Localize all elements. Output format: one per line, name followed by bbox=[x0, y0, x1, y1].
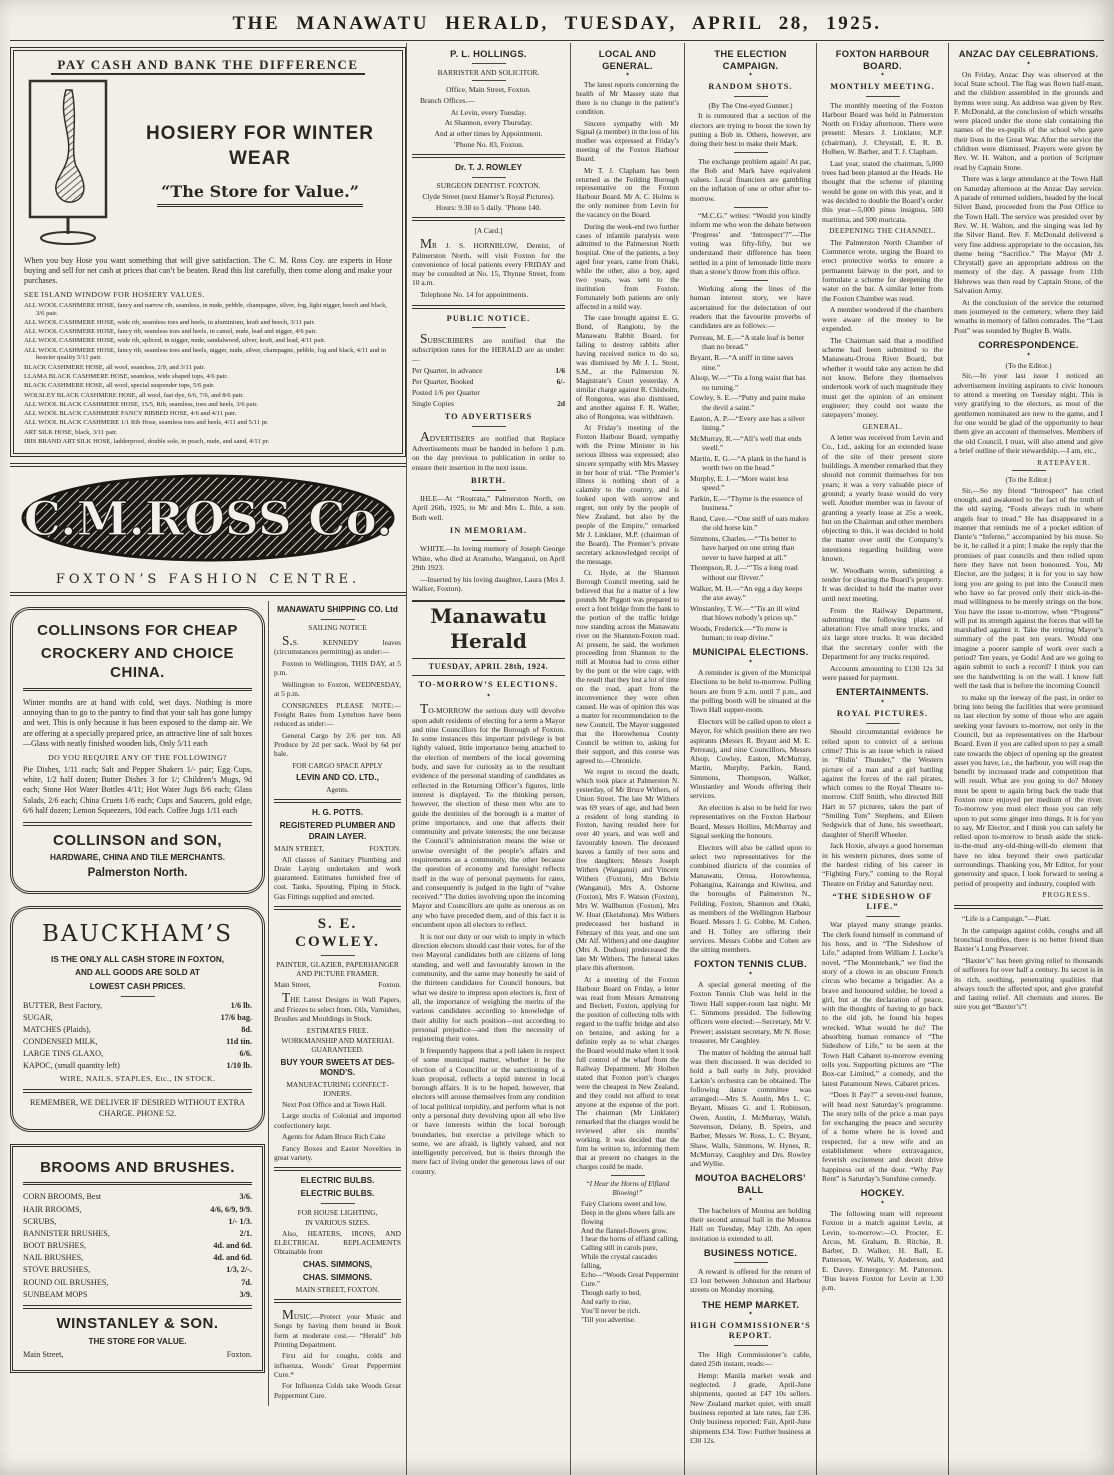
price-row: BANNISTER BRUSHES, 2/1. bbox=[23, 1228, 252, 1238]
ad-firm-name: LEVIN AND CO. LTD., bbox=[296, 772, 379, 782]
list-item: McMurray, R.—“All’s well that ends swell.” bbox=[690, 433, 802, 452]
price-row: SUGAR, 17/6 bag. bbox=[23, 1012, 252, 1022]
ad-body: All classes of Sanitary Plumbing and Drain Laying undertaken and work guaranteed. Estimates furnished free of cost. Tanks, Spouting, Piping in Stock. Gas Fittings supplied and erected. bbox=[274, 854, 401, 901]
news-paragraph: The monthly meeting of the Foxton Harbour Board was held in Palmerston North on Friday afternoon. There were present: Messrs J. Linklater, M.P. (chairman), J. Chrystall, E. R. B. Holben, W. Barber, and T. J. Clapham. bbox=[822, 100, 943, 157]
divider bbox=[472, 426, 506, 427]
ornament: ✦ bbox=[748, 72, 753, 79]
advert-text: In the campaign against colds, coughs and all bronchial troubles, there is no better friend than Baxter’s Lung Preserver. bbox=[954, 925, 1103, 954]
news-paragraph: The High Commissioner’s cable, dated 25th instant, reads:— bbox=[690, 1349, 811, 1369]
price-row: CONDENSED MILK, 11d tin. bbox=[23, 1037, 252, 1047]
article-subheading: RANDOM SHOTS. bbox=[708, 82, 793, 92]
news-paragraph: From the Railway Department, submitting the following plans of alteration: Five small store trucks, and six large store trucks. It was decided that the secretary confer with the Department for any trucks required. bbox=[822, 605, 943, 662]
notice-text: CONSIGNEES PLEASE NOTE:— Freight Rates from Lyttelton have been reduced as under:— bbox=[274, 700, 401, 728]
ad-subline: REGISTERED PLUMBER AND DRAIN LAYER. bbox=[279, 821, 396, 841]
article-heading: ANZAC DAY CELEBRATIONS. bbox=[958, 48, 1099, 59]
ad-intro: When you buy Hose you want something that will give satisfaction. The C. M. Ross Coy. are experts in Hose buying and sell for net cash at prices that can’t be beaten. Read this list carefully, then come along and make your purchases. bbox=[24, 255, 392, 286]
news-paragraph: The matter of holding the annual ball was then discussed. It was decided to hold a ball early in July, provided Larkin’s orchestra can be obtained. The following dance committee was arranged:—Mrs S. Austin, Mrs L. C. Bryant, Misses G. and I. Robinson, Owen, Austin, J. McMurray, Walsh, Stevenson, Delany, B. Speirs, and Barber, Messrs W. Ross, L. C. Bryant, Shaw, Walls, Simmons, W. Hynes, R. McMurray, Caughley and Drs. Rowley and Wyllie. bbox=[690, 1047, 811, 1169]
article-heading: FOXTON TENNIS CLUB. bbox=[694, 958, 807, 970]
price-row: ROUND OIL BRUSHES, 7d. bbox=[23, 1277, 252, 1287]
article-subheading: HIGH COMMISSIONER’S REPORT. bbox=[690, 1321, 811, 1341]
list-item: Martin, E. G.—“A plank in the hand is worth two on the head.” bbox=[690, 453, 807, 472]
ornament: ✦ bbox=[880, 1199, 885, 1206]
divider bbox=[866, 723, 900, 724]
list-item: ALL WOOL CASHMERE HOSE, wide rib, seamless toes and heels, in aluminium, kraft and beech, 3/11 pair. bbox=[24, 318, 316, 326]
ad-heading: ELECTRIC BULBS. bbox=[300, 1176, 375, 1186]
list-item: Bryant, R.—“A sniff in time saves nine.” bbox=[690, 353, 794, 372]
column-harbour-board bbox=[816, 43, 948, 1475]
price-row: NAIL BRUSHES, 4d. and 6d. bbox=[23, 1253, 252, 1263]
store-for-value-slogan: “The Store for Value.” bbox=[157, 182, 363, 208]
ad-subline: PAINTER, GLAZIER, PAPERHANGER AND PICTURE FRAMER. bbox=[276, 959, 399, 979]
notice-text: Agents. bbox=[326, 784, 349, 794]
byline: (By The One-eyed Gunner.) bbox=[708, 100, 793, 110]
notice-text: Clyde Street (next Hamer’s Royal Pictures). bbox=[422, 192, 555, 202]
ad-footer: REMEMBER, WE DELIVER IF DESIRED WITHOUT EXTRA CHARGE. PHONE 52. bbox=[30, 1098, 245, 1118]
article-heading: MOUTOA BACHELORS’ BALL bbox=[695, 1172, 806, 1196]
divider bbox=[472, 63, 506, 64]
price-row: SUNBEAM MOPS 3/9. bbox=[23, 1289, 252, 1299]
ad-subline: IS THE ONLY ALL CASH STORE IN FOXTON, bbox=[50, 954, 225, 964]
hosiery-price-list bbox=[24, 302, 392, 446]
ad-caps-line: DO YOU REQUIRE ANY OF THE FOLLOWING? bbox=[48, 752, 227, 762]
price-row: STOVE BRUSHES, 1/3, 2/-. bbox=[23, 1265, 252, 1275]
hosiery-header bbox=[24, 78, 392, 252]
hosiery-headline: HOSIERY FOR WINTER bbox=[145, 123, 375, 145]
ross-logo-slot bbox=[10, 463, 406, 596]
news-paragraph: The bachelors of Moutoa are holding their second annual ball in the Moutoa Hall on Tuesday, May 12th. An open invitation is extended to all. bbox=[690, 1205, 811, 1243]
article-heading: MUNICIPAL ELECTIONS. bbox=[692, 646, 809, 658]
left-ad-stack bbox=[10, 601, 268, 1406]
price-row: Per Quarter, in advance 1/6 bbox=[412, 366, 565, 376]
divider bbox=[734, 1345, 768, 1346]
divider bbox=[472, 327, 506, 328]
ad-firm-name: CHAS. SIMMONS. bbox=[302, 1272, 373, 1282]
divider bbox=[274, 1299, 401, 1303]
notice-text: Wellington to Foxton, WEDNESDAY, at 5 p.m. bbox=[274, 679, 401, 698]
bauckhams-ad bbox=[10, 906, 265, 1132]
divider bbox=[866, 916, 900, 917]
ornament: ✦ bbox=[625, 72, 630, 79]
ad-firm-name: COLLINSON and SON, bbox=[52, 831, 222, 849]
notice-text: At Shannon, every Thursday. bbox=[444, 118, 533, 128]
price-row: Posted 1/6 per Quarter bbox=[412, 388, 480, 398]
news-paragraph: We regret to record the death, which took place at Palmerston N. yesterday, of Mr Bruce Withers, of Union Street. The late Mr Withers was 69 years of age, and had been a resident of long standing in Foxton, having resided here for over 40 years, and was well and favourably known. The deceased leaves a family of two sons and five daughters: Messrs Joseph Withers (Wanganui) and Vincent Withers (Foxton), Mrs Belvie (Wanganui), Mrs A. Osborne (Foxton), Mrs F. Watson (Foxton), Mrs W. Wallbutton (Foxton), Mrs W. Hoat (Eketahuna). Mrs Withers predeceased her husband in February of this year, and one son (Mr Alf. Withers) and one daughter (Mrs A. Dudson) predeceased the late Mr Withers. The funeral takes place this afternoon. bbox=[576, 767, 679, 973]
article-heading: PUBLIC NOTICE. bbox=[446, 313, 531, 323]
notice-title: SAILING NOTICE bbox=[308, 623, 367, 633]
ornament: ✦ bbox=[748, 1196, 753, 1203]
article-heading: CORRESPONDENCE. bbox=[978, 338, 1079, 350]
ad-address: MAIN STREET, FOXTON. bbox=[295, 1284, 380, 1294]
divider bbox=[611, 1175, 645, 1176]
divider bbox=[23, 1305, 252, 1309]
list-item: BLACK CASHMERE HOSE, all wool, seamless, 2/9, and 3/11 pair. bbox=[24, 363, 206, 371]
ornament: ✦ bbox=[1026, 60, 1031, 67]
ad-body: Large stocks of Colonial and imported confectionery kept. bbox=[274, 1111, 401, 1130]
price-row: BUTTER, Best Factory, 1/6 lb. bbox=[23, 1000, 252, 1010]
article-subheading: DEEPENING THE CHANNEL. bbox=[829, 226, 936, 236]
divider bbox=[23, 1089, 252, 1093]
article-heading: BIRTH. bbox=[470, 475, 507, 485]
ad-body: IN VARIOUS SIZES. bbox=[305, 1218, 370, 1228]
article-subheading: BARRISTER AND SOLICITOR. bbox=[437, 67, 540, 77]
notice-text: Branch Offices.— bbox=[420, 95, 475, 105]
divider bbox=[274, 799, 401, 803]
notice-text: S.S. KENNEDY leaves (circumstances permitting) as under:— bbox=[274, 632, 401, 657]
article-heading: BUSINESS NOTICE. bbox=[703, 1246, 798, 1258]
list-item: Woods, Frederick.—“To mow is human; to reap divine.” bbox=[690, 623, 788, 643]
divider bbox=[734, 280, 768, 281]
price-row: CORN BROOMS, Best 3/6. bbox=[23, 1192, 252, 1202]
ad-heading: BUY YOUR SWEETS AT DESMOND’S. bbox=[280, 1057, 395, 1077]
article-heading: P. L. HOLLINGS. bbox=[450, 48, 527, 59]
list-item: Winstanley, T. W.—“’Tis an ill wind that blows nobody’s prices up.” bbox=[690, 603, 800, 622]
list-item: Easton, A. P.—“Every axe has a silver lining.” bbox=[690, 413, 805, 432]
ad-caps-line: WIRE, NAILS, STAPLES, Etc., IN STOCK. bbox=[59, 1074, 216, 1084]
ornament: ✦ bbox=[748, 658, 753, 665]
ad-town: Palmerston North. bbox=[87, 866, 188, 879]
notice-text: MR J. S. HORNBLOW, Dentist, of Palmerston North, will visit Foxton for the convenience of local patients every FRIDAY and may be consulted at No. 15, Thynne Street, from 10 a.m. bbox=[412, 236, 565, 288]
notice-text: [A Card.] bbox=[474, 226, 503, 236]
ross-hosiery-ad bbox=[10, 47, 406, 457]
divider bbox=[734, 1262, 768, 1263]
news-paragraph: A special general meeting of the Foxton Tennis Club was held in the Town Hall supper-room last night. Mr C. Simmons presided. The following officers were elected:—Secretary, Mr V. Prewer; assistant secretary, Mr N. Rose; treasurer, Mr Caughley. bbox=[690, 980, 811, 1045]
ad-heading: MANAWATU SHIPPING CO. Ltd bbox=[277, 605, 398, 615]
divider bbox=[866, 96, 900, 97]
list-item: ALL WOOL BLACK CASHMERE FANCY RIBBED HOSE, 4/6 and 4/11 pair. bbox=[24, 410, 237, 418]
divider bbox=[734, 152, 768, 153]
advert-verse: Though early to bed, And early to rise, You’ll never be rich. ’Till you advertise. bbox=[581, 1289, 641, 1324]
list-item: IRIS BRAND ART SILK HOSE, ladderproof, double sole, in peach, nude, and sand, 4/11 pr. bbox=[24, 437, 270, 445]
price-row: Single Copies 2d bbox=[412, 398, 565, 408]
news-paragraph: An election is also to be held for two representatives on the Foxton Harbour Board, Messrs Hollins, McMurray and Signal seeking the honours. bbox=[690, 803, 811, 841]
news-paragraph: A letter was received from Levin and Co., Ltd., asking for an extended lease of the site of their present store buildings. A member remarked that they should not commit themselves for ten years; it was a very valuable piece of ground; a yearly lease would do very well. Another member was in favour of granting a yearly lease at 25s a week, but on the Chairman and other members objecting to this, it was decided to hold the matter over until the Company’s intentions regarding building were known. bbox=[822, 433, 943, 564]
list-item: ART SILK HOSE, black, 3/11 pair. bbox=[24, 428, 118, 436]
subscription-rates bbox=[412, 366, 565, 408]
news-paragraph: On Friday, Anzac Day was observed at the local State school. The flag was flown half-mast, and the children assembled in the grounds and hymns were sung. An address was given by Rev. F. McDonald, at the conclusion of which wreaths were placed under the stone slab containing the names of the ex-pupils of the school who gave their lives in the Great War. After the service the children were dismissed. Prayers were given by Rev. W. H. Walton, and a portion of Scripture read by Captain Stone. bbox=[954, 69, 1103, 172]
list-item: Walker, M. H.—“An egg a day keeps the axe away.” bbox=[690, 583, 803, 602]
divider bbox=[412, 305, 565, 309]
list-item: ALL WOOL CASHMERE HOSE, fancy and narrow rib, seamless, in nude, pebble, champagne, silver, fog, light nigger, beech and black, 3/6 pair. bbox=[24, 301, 388, 317]
divider bbox=[412, 154, 565, 158]
ad-subline: WORKMANSHIP AND MATERIAL GUARANTEED. bbox=[281, 1036, 394, 1055]
editorial-paragraph: TO-MORROW the serious duty will devolve upon adult residents of electing for a term a Mayor and nine Councillors for the Borough of Foxton. In some instances this important privilege is but lightly valued, little importance being attached to the election of members of the local governing body, and save for curiosity as to the resultant evidence of the personal standing of candidates as reflected in the Returning Officer’s figures, little interest is displayed. To the thinking person, however, the election of these men who are to guide the destinies of the borough is a matter of prime importance, and one that affects their community and private interests; the one because the Council’s administration means the wise or unwise oversight of the people’s affairs and requirements as a community, the other because the question of economy and foresight reflects itself in the way of personal payments for rates, and consequently is judged in the light of “value received.” The duties involving upon the incoming Mayor and Councillors are quite as onerous as on any who have preceded them, and of this fact it is encumbent upon all electors to reflect. bbox=[412, 701, 565, 930]
ornament: ✦ bbox=[486, 693, 491, 700]
news-paragraph: A reminder is given of the Municipal Elections to be held to-morrow. Polling hours are from 9 a.m. until 7 p.m., and the polling booth will be situated at the Town Hall supper-room. bbox=[690, 667, 811, 715]
list-item: ALL WOOL CASHMERE HOSE, wide rib, spliced, in nigger, nude, sandalwood, silver, kraft, and lead, 4/11 pair. bbox=[24, 337, 326, 345]
ad-subline: LOWEST CASH PRICES. bbox=[89, 981, 186, 991]
divider bbox=[10, 463, 406, 467]
advert-verse: Fairy Clarions sweet and low, Deep in the glens where falls are flowing And the flannel-flowers grow. I hear the horns of elfland calling, Calling still in carols pure, While the crystal cascades falling, Echo—“Woods Great Peppermint Cure.” bbox=[581, 1199, 679, 1289]
ad-firm-name: CHAS. SIMMONS, bbox=[302, 1259, 373, 1269]
news-paragraph: At the conclusion of the service the returned men journeyed to the cemetery, where they laid wreaths in memory of fallen comrades. The “Last Post” was sounded by Bugler B. Walls. bbox=[954, 297, 1103, 335]
ad-address: Main Street, Foxton. bbox=[274, 980, 401, 990]
ornament: ✦ bbox=[880, 699, 885, 706]
notice-text: SURGEON DENTIST. FOXTON. bbox=[436, 181, 541, 191]
classified-notice: MUSIC.—Protect your Music and Songs by having them bound in Book form at moderate cost.— “Herald” Job Printing Department. bbox=[274, 1307, 401, 1349]
news-paragraph: It is rumoured that a section of the electors are trying to boost the town by putting a Bob in. Others, however, are doing their best to make their Mark. bbox=[690, 111, 811, 149]
ad-firm-name: H. G. POTTS. bbox=[312, 808, 363, 818]
price-row: KAPOC, (small quantity left) 1/10 lb. bbox=[23, 1061, 252, 1071]
article-heading: LOCAL AND GENERAL. bbox=[598, 48, 657, 71]
ad-body: Winter months are at hand with cold, wet days. Nothing is more annoying than to go to the pantry to find that your salt has gone lumpy and wet. This is only because it has been exposed to the damp air. We are offering at a specially prepared price, an attractive line of salt boxes —Glass with neatly finished wooden lids, Only 5/11 each bbox=[23, 697, 252, 749]
divider bbox=[321, 619, 355, 620]
article-heading: IN MEMORIAM. bbox=[449, 525, 528, 535]
grocery-price-list bbox=[23, 1001, 252, 1072]
ad-firm-name: WINSTANLEY & SON. bbox=[56, 1315, 219, 1333]
ad-address: Main Street, Foxton. bbox=[23, 1349, 252, 1359]
article-subheading: MONTHLY MEETING. bbox=[830, 82, 935, 92]
ad-heading: COLLINSONS FOR CHEAP bbox=[37, 622, 238, 640]
news-paragraph: At a meeting of the Foxton Harbour Board on Friday, a letter was read from Messrs Armstrong and Beckett, Foxton, applying for the position of collecting tolls with regard to the traffic bridge and also on benzine, and asking for a definite reply as to what charges the Board would make when it took full control of the wharf from the Railway Department. Mr Holben stated that Foxton port’s charges were the cheapest in New Zealand, and they could not afford to treat anyone at the expense of the port. The chairman (Mr Linklater) remarked that the charges would be reviewed after six months’ working. It was decided that the firm be written to, informing them that at present no changes in the charges could be made. bbox=[576, 975, 680, 1172]
masthead-title: THE MANAWATU HERALD, TUESDAY, APRIL 28, 1925. bbox=[232, 13, 882, 34]
news-paragraph: Mr T. J. Clapham has been returned as the Feilding Borough representative on the Foxton Harbour Board. Mr A. C. Holms is the only nominee from Levin for the vacancy on the Board. bbox=[576, 166, 679, 220]
left-ads-region bbox=[10, 43, 406, 1475]
notice-text: ADVERTISERS are notified that Replace Advertisements must be handed in before 1 p.m. on the day previous to publication in order to ensure their insertion in the next issue. bbox=[412, 429, 565, 472]
ad-body: Next Post Office and at Town Hall. bbox=[282, 1099, 387, 1109]
article-subheading: GENERAL. bbox=[862, 421, 903, 431]
ad-subline: THE STORE FOR VALUE. bbox=[88, 1336, 187, 1346]
divider bbox=[274, 906, 401, 910]
news-paragraph: Sincere sympathy with Mr Signal (a member) in the loss of his mother was expressed at Friday’s meeting of the Foxton Harbour Board. bbox=[576, 119, 679, 164]
list-item: ALL WOOL CASHMERE HOSE, fancy rib, seamless toes and heels, nigger, nude, silver, champagne, pebble, fog and black, 4/11 and in heavier quality 5/11 pair. bbox=[24, 346, 387, 362]
price-row: LARGE TINS GLAXO, 6/6. bbox=[23, 1049, 252, 1059]
ornament: ✦ bbox=[1026, 351, 1031, 358]
news-paragraph: Hemp: Manila market weak and neglected. J grade, April-June shipments, quoted at £47 10s sellers. New Zealand market quiet, with small business reported at late rates, fair £36. Only business reported: Fair, April-June shipments £34. Tow: Further business at £30 12s. bbox=[690, 1370, 811, 1445]
memoriam-notice: —Inserted by his loving daughter, Laura (Mrs J. Walker, Foxton). bbox=[412, 574, 565, 593]
letter-text: to make up the leeway of the past, in order to bring into being the facilities that were promised us last election by some of those who are again seeking your favours to-morrow, not only in the Council, but as representatives on the Harbour Board. Even if you are called upon to pay a small rate towards the object of opening up the greatest asset you have, i.e., the harbour, you will reap the benefit by increased trade and competition that will result. What are you going to do? Money must be spent to again bring back the trade that Foxton once enjoyed per medium of the river. To-morrow you must elect those you can rely upon to put some ginger into things. It is for you to say, Mr Elector, and I think you can safely be relied upon to-morrow to brush aside the stick-in-the-mud any-old-thing-will-do element that have no idea beyond their own particular surroundings. Thanking you, Mr Editor, for your generosity and space, I look forward to seeing a period of prosperity and industry, coupled with bbox=[954, 692, 1103, 888]
notice-text: Telephone No. 14 for appointments. bbox=[420, 290, 529, 300]
notice-text: At Levin, every Tuesday. bbox=[450, 107, 527, 117]
editorial-date: TUESDAY, APRIL 28th, 1924. bbox=[412, 659, 565, 676]
ad-body: Also, HEATERS, IRONS, AND ELECTRICAL REPLACEMENTS Obtainable from bbox=[274, 1228, 401, 1257]
ad-firm-name: BAUCKHAM’S bbox=[42, 920, 233, 947]
list-item: Cowley, S. E.—“Putty and paint make the devil a saint.” bbox=[690, 393, 806, 412]
divider bbox=[472, 177, 506, 178]
lower-left-region bbox=[10, 601, 406, 1406]
ad-heading: BROOMS AND BRUSHES. bbox=[23, 1158, 252, 1186]
notice-text: FOR CARGO SPACE APPLY bbox=[292, 760, 383, 770]
letter-signature: PROGRESS. bbox=[1042, 890, 1091, 900]
advert-text: “Life is a Campaign.”—Piatt. bbox=[962, 913, 1051, 923]
news-paragraph: Jack Hoxie, always a good horseman in his western pictures, does some of the hardest riding of his career in “Fighting Fury,” coming to the Royal Theatre on Friday and Saturday next. bbox=[822, 841, 943, 888]
news-paragraph: The Palmerston North Chamber of Commerce wrote, urging the Board to erect protective works to ensure a permanent fairway to the port, and to formulate a scheme for deepening the water on the bar. A similar letter from the Foxton Chamber was read. bbox=[822, 237, 943, 303]
article-heading: TO ADVERTISERS bbox=[444, 412, 533, 422]
divider bbox=[1012, 470, 1046, 471]
notice-text: Foxton to Wellington, THIS DAY, at 5 p.m. bbox=[274, 658, 401, 678]
list-item: Parkin, E.—“Thyme is the essence of business.” bbox=[690, 493, 803, 513]
divider bbox=[321, 955, 355, 956]
memoriam-notice: WHITE.—In loving memory of Joseph George White, who died at Aramoho, Wanganui, on April 29th 1923. bbox=[412, 544, 565, 572]
divider bbox=[412, 217, 565, 221]
news-paragraph: Working along the lines of the human interest story, we have ascertained for the delectation of our readers that the favourite proverbs of candidates are as follows:— bbox=[690, 284, 811, 331]
column-local-and-general bbox=[570, 43, 684, 1475]
news-paragraph: A reward is offered for the return of £3 lost between Johnston and Harbour streets on Monday morning. bbox=[690, 1266, 811, 1295]
ad-subline: ESTIMATES FREE. bbox=[306, 1025, 369, 1035]
news-paragraph: A member wondered if the chambers were aware of the money to be expended. bbox=[822, 305, 943, 333]
divider bbox=[10, 592, 406, 596]
list-item: Rand, Cave.—“One sniff of oats makes the old horse kin.” bbox=[690, 513, 809, 533]
column-classifieds-editorial bbox=[406, 43, 570, 1475]
news-paragraph: The case brought against E. G. Bond, of Rangiotu, by the Manawatu Rabbit Board, for failing to destroy rabbits after having received notice to do so, was dismissed by Mr J. L. Stout, S.M., at the Palmerston N. Magistrate’s Court yesterday. A similar charge against R. Chisholm, of Rongotea, was also dismissed, and another against F. R. Waller, also of Rongotea, was withdrawn. bbox=[576, 314, 679, 421]
notice-text: And at other times by Appointment. bbox=[434, 129, 543, 139]
classified-notice: First aid for coughs, colds and influenza, Woods’ Great Peppermint Cure.* bbox=[274, 1351, 401, 1379]
ad-address: MAIN STREET, FOXTON. bbox=[274, 843, 401, 853]
editorial-paragraph: It is not our duty or our wish to imply in which direction electors should cast their votes, for of the two Mayoral candidates both are citizens of long standing, and well and favourably known in the community, and the same may honestly be said of the thirteen candidates for Council honours, but what we desire to impress upon electors is, first of all, the importance of weighing the merits of the various candidates according to knowledge of their ability for such position—not according to personal prejudice—and then the necessity of registering their votes. bbox=[412, 931, 565, 1044]
column-trade-ads bbox=[268, 601, 406, 1406]
advert-text: “Baxter’s” has been giving relief to thousands of sufferers for over half a century. Its secret is in its rich, soothing, penetrating qualities that always touch the affected spot, and give grateful and lasting relief. All chemists and stores. Be sure you get “Baxter’s”! bbox=[954, 955, 1103, 1012]
news-paragraph: The exchange problem again! At par, the Bob and Mark have equivalent values. Local financiers are gambling on the inflation of one or other after to-morrow. bbox=[690, 156, 811, 203]
ad-body: FOR HOUSE LIGHTING, bbox=[297, 1207, 378, 1217]
ad-body: Fancy Boxes and Easter Novelties in great variety. bbox=[274, 1143, 401, 1163]
letter-text: Sir,—So my friend “Introspect” has cried enough, and awakened to the fact of the truth of the old saying, “Fools always rush in where angels fear to tread.” He has disappeared in a manner that reminds me of a pocket edition of Dante’s “Inferno,” accompanied by his muse. So be it, he called it a pint; I make the reply that the promises of past councils and then rolled upon here they have not been honoured. You, Mr Elector, are the judges; it is for you to say how long you are going to put into the Council men who have so far proved only their stick-in-the-mud willingness to be merely strings on the bow. You have the issue to-morrow, when “Progress” will put its strength against the forces that will be marshalled against it. Take the retiring Mayor’s summary of the past ten years. Would one imagine a poorer sample of work over such a period? Ten years, ye Gods! And are we going to again submit to such a record? I think you can see the handwriting is on the wall. I know full well the task that is before the incoming Council bbox=[954, 485, 1103, 690]
news-paragraph: War played many strange pranks. The clerk found himself in command of his boss, and in “The Sideshow of Life,” adapted from William J. Locke’s novel, “The Mountebank,” we find the story of a clown in an obscure French circus who became a brigadier. As a brave and honoured soldier, he loved a girl, but at the declaration of peace, with the thoughts of having to go back to the old job, he found his hopes wrecked. What would he do? The absorbing human romance of “The Sideshow of Life,” to be seen at the Town Hall Cabaret to-morrow evening tells you. Supporting pictures are “The Box-car Limited,” a comedy, and the latest Paramount News. Cabaret prices. bbox=[822, 920, 943, 1088]
list-item: Simmons, Charles.—“’Tis better to have harped on one string than never to have harped at all.” bbox=[690, 534, 797, 562]
list-item: Murphy, E. J.—“More waist less speed.” bbox=[690, 473, 789, 493]
news-paragraph: “Does It Pay?” a seven-reel feature, will head next Saturday’s programme. The story tells of the price a man pays for exchanging the peace and security of a home where he is loved and respected, for a new wife and an establishment where extravagance, feverish excitement and deceit drive happiness out of the door. “Why Pay Rent” is Saturday’s Sunshine comedy. bbox=[822, 1090, 943, 1183]
notice-text: General Cargo by 2/6 per ton. All Produce by 2d per sack. Wool by 6d per bale. bbox=[274, 730, 401, 758]
notice-text: Office, Main Street, Foxton. bbox=[446, 84, 531, 94]
news-paragraph: “M.C.G.” writes: “Would you kindly inform me who won the debate between ‘Progress’ and ‘Introspect’?”—The voting was fifty-fifty, but we understand their difference has been settled in a pint of lemonade little more than a stone’s throw from this office. bbox=[690, 211, 811, 276]
notice-text: SUBSCRIBERS are notified that the subscription rates for the HERALD are as under:— bbox=[412, 330, 565, 364]
divider bbox=[274, 1167, 401, 1171]
stocking-illustration bbox=[24, 78, 116, 252]
advert-verse-title: “I Hear the Horns of Elfland Blowing!” bbox=[585, 1179, 670, 1197]
editorial-paragraph: It frequently happens that a poll taken in respect of some municipal matter, whether it be the election of a Councillor or the sanctioning of a loan proposal, reflects a tepid interest in local borough affairs. It is to be hoped, however, that electors will arouse themselves from any condition of local political torpidity, and perform what is not only a personal duty devolving upon all who live or have interests within the local borough boundaries, but exercise a privilege which to some, we are afraid, is lightly valued, and not intelligently perceived, but is theirs through the mere fact of living under the generous laws of our country. bbox=[412, 1045, 565, 1176]
ad-price-text: Pie Dishes, 1/11 each; Salt and Pepper Shakers 1/- pair; Egg Cups, white, 1/2 half dozen; Butter Dishes 3 for 1/; Children’s Mugs, 9d each; Stone Hot Water Bottles 4/11; Hot Water Jugs 8/6 each; Glass Salads, 2/6 each; China Cruets 1/6 each; Cups and Saucers, gold edge, 6/6 half dozen; Lemon Squeezers, 10d each. Coffee Jugs 1/11 each bbox=[23, 764, 252, 816]
news-paragraph: Last year, stated the chairman, 5,000 trees had been planted at the Heads. He thought that the scheme of planting would be gone on with this year, and it was decided to double the Board’s order this year—5,000 pinus insignus, 500 maritima, and 500 muricata. bbox=[822, 158, 943, 224]
list-item: Perreau, M. E.—“A stale loaf is better than no bread.” bbox=[690, 333, 805, 352]
article-heading: HOCKEY. bbox=[860, 1187, 905, 1199]
list-item: LLAMA BLACK CASHMERE HOSE, seamless, wide shaped tops, 4/6 pair. bbox=[24, 372, 228, 380]
price-row: Per Quarter, Booked 6/- bbox=[412, 377, 565, 387]
column-anzac-correspondence bbox=[948, 43, 1108, 1475]
list-item: BLACK CASHMERE HOSE, all wool, special suspender tops, 5/6 pair. bbox=[24, 382, 215, 390]
divider bbox=[472, 490, 506, 491]
article-subheading: ROYAL PICTURES. bbox=[836, 709, 929, 719]
price-row: SCRUBS, 1/- 1/3. bbox=[23, 1216, 252, 1226]
divider bbox=[121, 996, 155, 997]
news-paragraph: At Friday’s meeting of the Foxton Harbour Board, sympathy with the Prime Minister in his serious illness was expressed; also sincere sympathy with Mrs Massey in her hour of trial. “The Premier’s illness is nothing short of a calamity to the country, and is looked upon with sorrow and regret, not only by the people of New Zealand, but also by the people of the Empire,” remarked Mr J. Linklater, M.P. (chairman of the Board). The Premier’s private secretary acknowledged receipt of the message. bbox=[576, 423, 679, 566]
news-paragraph: Electors will also be called upon to select two representatives for the combined districts of the counties of Manawatu, Oroua, Horowhenua, Pohangina, Kairanga and Kiwitea, and the boroughs of Palmerston N., Feilding, Foxton, Shannon and Otaki, as members of the Wellington Harbour Board. Messrs J. G. Cobbe, M. Cohen, and H. Tolley are offering their services. Messrs Cobbe and Cohen are the sitting members. bbox=[690, 842, 811, 955]
ad-subline: MANUFACTURING CONFECTIONERS. bbox=[286, 1079, 389, 1099]
divider bbox=[472, 540, 506, 541]
article-heading: THE ELECTION CAMPAIGN. bbox=[714, 48, 787, 71]
divider bbox=[321, 1203, 355, 1204]
classified-notice: For Influenza Colds take Woods Great Peppermint Cure. bbox=[274, 1381, 401, 1400]
news-paragraph: There was a large attendance at the Town Hall on Saturday afternoon at the Anzac Day service. A parade of returned soldiers, headed by the local Silver Band, proceeded from the Post Office to the Town Hall. The service was presided over by Rev. W. H. Walton, and the singing was led by the Silver Band. Rev. F. McDonald delivered a very fine address appropriate to the occasion, his theme being “Sacrifice.” The Mayor (Mr J. Chrystall) gave an appropriate address on the memory of the day. A passage from 11th Hebrews was then read by Captain Stone, of the Salvation Army. bbox=[954, 174, 1103, 295]
price-row: MATCHES (Plaids), 8d. bbox=[23, 1024, 252, 1034]
divider bbox=[472, 80, 506, 81]
letter-salutation: (To the Editor.) bbox=[1005, 474, 1052, 484]
divider bbox=[23, 822, 252, 826]
letter-salutation: (To the Editor.) bbox=[1005, 360, 1052, 370]
brooms-brushes-ad bbox=[10, 1144, 265, 1373]
article-subheading: “THE SIDESHOW OF LIFE.” bbox=[832, 891, 933, 912]
candidate-proverbs bbox=[690, 333, 811, 642]
collinsons-ad bbox=[10, 607, 265, 894]
news-paragraph: Cr. Hyde, at the Shannon Borough Council meeting, said he believed that for a matter of a few pounds Mr Piggott was prepared to erect a foot bridge from the bank to the portion of the traffic bridge now standing across the Manawatu river on the Shannon-Foxton road. At present, he said, the workmen proceeding from Shannon to the mill at Moutoa had to cross either by the punt or the wire cage, with the result that they lost a lot of time on the road, apart from the inconvenience they were often caused. He was of opinion this was a matter for recommendation to the new Council. The Mayor suggested that the Horowhenua County Council be written to, asking for their support, and this course was agreed to.—Chronicle. bbox=[576, 569, 679, 765]
news-paragraph: The latest reports concerning the health of Mr Massey state that there is no change in the patient’s condition. bbox=[576, 81, 679, 117]
ornament: ✦ bbox=[748, 1311, 753, 1318]
divider bbox=[954, 905, 1103, 909]
letter-signature: RATEPAYER. bbox=[1037, 457, 1091, 467]
news-paragraph: Should circumstantial evidence be relied upon to convict of a serious crime? This is an issue which is raised in “Ridin’ Thunder,” the Western picture of a man and a girl battling against the forces of the rail pirates, which comes to the Royal Theatre to-morrow. Cliff Smith, who directed Bill Hart in 57 pictures, takes the part of “Smiling Tom” Stephens, and Eileen Sedgwick that of June, his sweetheart, daughter of Sheriff Wheeler. bbox=[822, 727, 943, 839]
ross-hosiery-ad-slot bbox=[10, 47, 406, 457]
letter-text: Sir,—In your last issue I noticed an advertisement inviting aspirants to civic honours to attend a meeting on Tuesday night. This is very gratifying to the electors, as most of the gentlemen nominated are new to the game, and I for one would be glad of the opportunity to hear them give an account of themselves. Members of the old Council, I trust, will also attend and give a brief outline of their stewardship.—I am, etc., bbox=[954, 371, 1103, 455]
column-election-campaign bbox=[684, 43, 816, 1475]
ad-heading: CROCKERY AND CHOICE CHINA. bbox=[23, 644, 252, 691]
article-heading: Dr. T. J. ROWLEY bbox=[455, 163, 522, 173]
notice-text: ’Phone No. 83, Foxton. bbox=[453, 139, 524, 149]
ornament: ✦ bbox=[880, 72, 885, 79]
ad-firm-name: S. E. COWLEY. bbox=[295, 915, 380, 951]
list-item: Alsop, W.—“’Tis a long waist that has no turning.” bbox=[690, 373, 806, 392]
svg-text:C.M.ROSS Co.: C.M.ROSS Co. bbox=[23, 492, 393, 548]
price-row: BOOT BRUSHES, 4d. and 6d. bbox=[23, 1241, 252, 1251]
news-paragraph: Electors will be called upon to elect a Mayor, for which position there are two aspirants (Messrs R. Bryant and M. E. Perreau), and nine Councillors, Messrs Alsop, Cowley, Easton, McMurray, Martin, Murphy, Parkin, Rand, Simmons, Thompson, Walker, Winstanley and Woods offering their services. bbox=[690, 716, 811, 801]
news-paragraph: Accounts amounting to £130 12s 3d were passed for payment. bbox=[822, 663, 943, 683]
divider bbox=[734, 96, 768, 97]
news-paragraph: During the week-end two further cases of infantile paralysis were admitted to the Palmerston North hospital. One of the patients, a boy aged four years, came from Otaki, while the other, also a boy, aged two years, was sent to the institution from Foxton. Fortunately both patients are only affected in a mild way. bbox=[576, 222, 679, 311]
list-item: ALL WOOL BLACK CASHMERE HOSE, 15/5, Rib, seamless, toes and heels, 3/6 pair. bbox=[24, 400, 258, 408]
news-paragraph: The Chairman said that a modified scheme had been submitted to the Manawatu-Oroua River Board, but whether it would take any action he did not know. Before they themselves undertook work of such magnitude they must get the opinion of an eminent engineer; they could not waste the ratepayers’ money. bbox=[822, 335, 943, 420]
article-heading: ENTERTAINMENTS. bbox=[836, 686, 929, 698]
news-paragraph: W. Woodham wrote, submitting a tender for clearing the Board’s property. It was decided to hold the matter over until next meeting. bbox=[822, 565, 943, 603]
hosiery-headline: WEAR bbox=[228, 147, 292, 169]
ad-body: Agents for Adam Bruce Rich Cake bbox=[282, 1132, 386, 1142]
ad-body: THE Latest Designs in Wall Papers, and Friezes to select from. Oils, Varnishes, Brushes and Mouldings in Stock. bbox=[274, 990, 401, 1023]
editorial-masthead: Manawatu Herald bbox=[412, 600, 565, 659]
article-heading: FOXTON HARBOUR BOARD. bbox=[835, 48, 930, 71]
article-heading: THE HEMP MARKET. bbox=[701, 1298, 800, 1310]
list-item: Thompson, R. J.—“’Tis a long road without our flivver.” bbox=[690, 563, 798, 582]
list-item: ALL WOOL BLACK CASHMERE 1/1 Rib Hose, seamless toes and heels, 4/11 and 5/11 pr. bbox=[24, 419, 269, 427]
news-paragraph: The following team will represent Foxton in a match against Levin, at Levin, to-morrow:—O. Procter, E. Arcus, M. Graham, B. Ritchie, R. Barber, D. Walker, H. Ball, E. Patterson, W. Walls, V. Anderson, and E. Davey. Emergency: M. Patterson. ’Bus leaves Foxton for Levin at 1.30 p.m. bbox=[822, 1208, 943, 1293]
list-item: ALL WOOL CASHMERE HOSE, fancy rib, seamless toes and heels, in camel, nude, lead and nigger, 4/6 pair. bbox=[24, 328, 317, 336]
cm-ross-logo bbox=[10, 472, 406, 569]
ad-subline: AND ALL GOODS ARE SOLD AT bbox=[75, 968, 200, 978]
ad-subline: HARDWARE, CHINA AND TILE MERCHANTS. bbox=[50, 853, 225, 863]
price-row: HAIR BROOMS, 4/6, 6/9, 9/9. bbox=[23, 1204, 252, 1214]
divider bbox=[734, 207, 768, 208]
brush-price-list bbox=[23, 1192, 252, 1300]
article-heading: TO-MORROW’S ELECTIONS. bbox=[418, 679, 559, 689]
ad-banner: PAY CASH AND BANK THE DIFFERENCE bbox=[24, 57, 392, 74]
notice-text: Hours: 9.30 to 5 daily. ’Phone 140. bbox=[435, 203, 542, 212]
columns-container bbox=[0, 41, 1114, 1475]
ad-caps-line: SEE ISLAND WINDOW FOR HOSIERY VALUES. bbox=[24, 289, 205, 299]
ross-tagline: FOXTON’S FASHION CENTRE. bbox=[55, 572, 361, 588]
ad-heading: ELECTRIC BULBS. bbox=[300, 1189, 375, 1199]
birth-notice: IHLE—At “Rostrata,” Palmerston North, on April 26th, 1925, to Mr and Mrs L. Ihle, a son. Both well. bbox=[412, 494, 565, 522]
list-item: WOLSLEY BLACK CASHMERE HOSE, all wool, fast dye, 6/6, 7/6, and 8/6 pair. bbox=[24, 391, 244, 399]
ornament: ✦ bbox=[748, 971, 753, 978]
